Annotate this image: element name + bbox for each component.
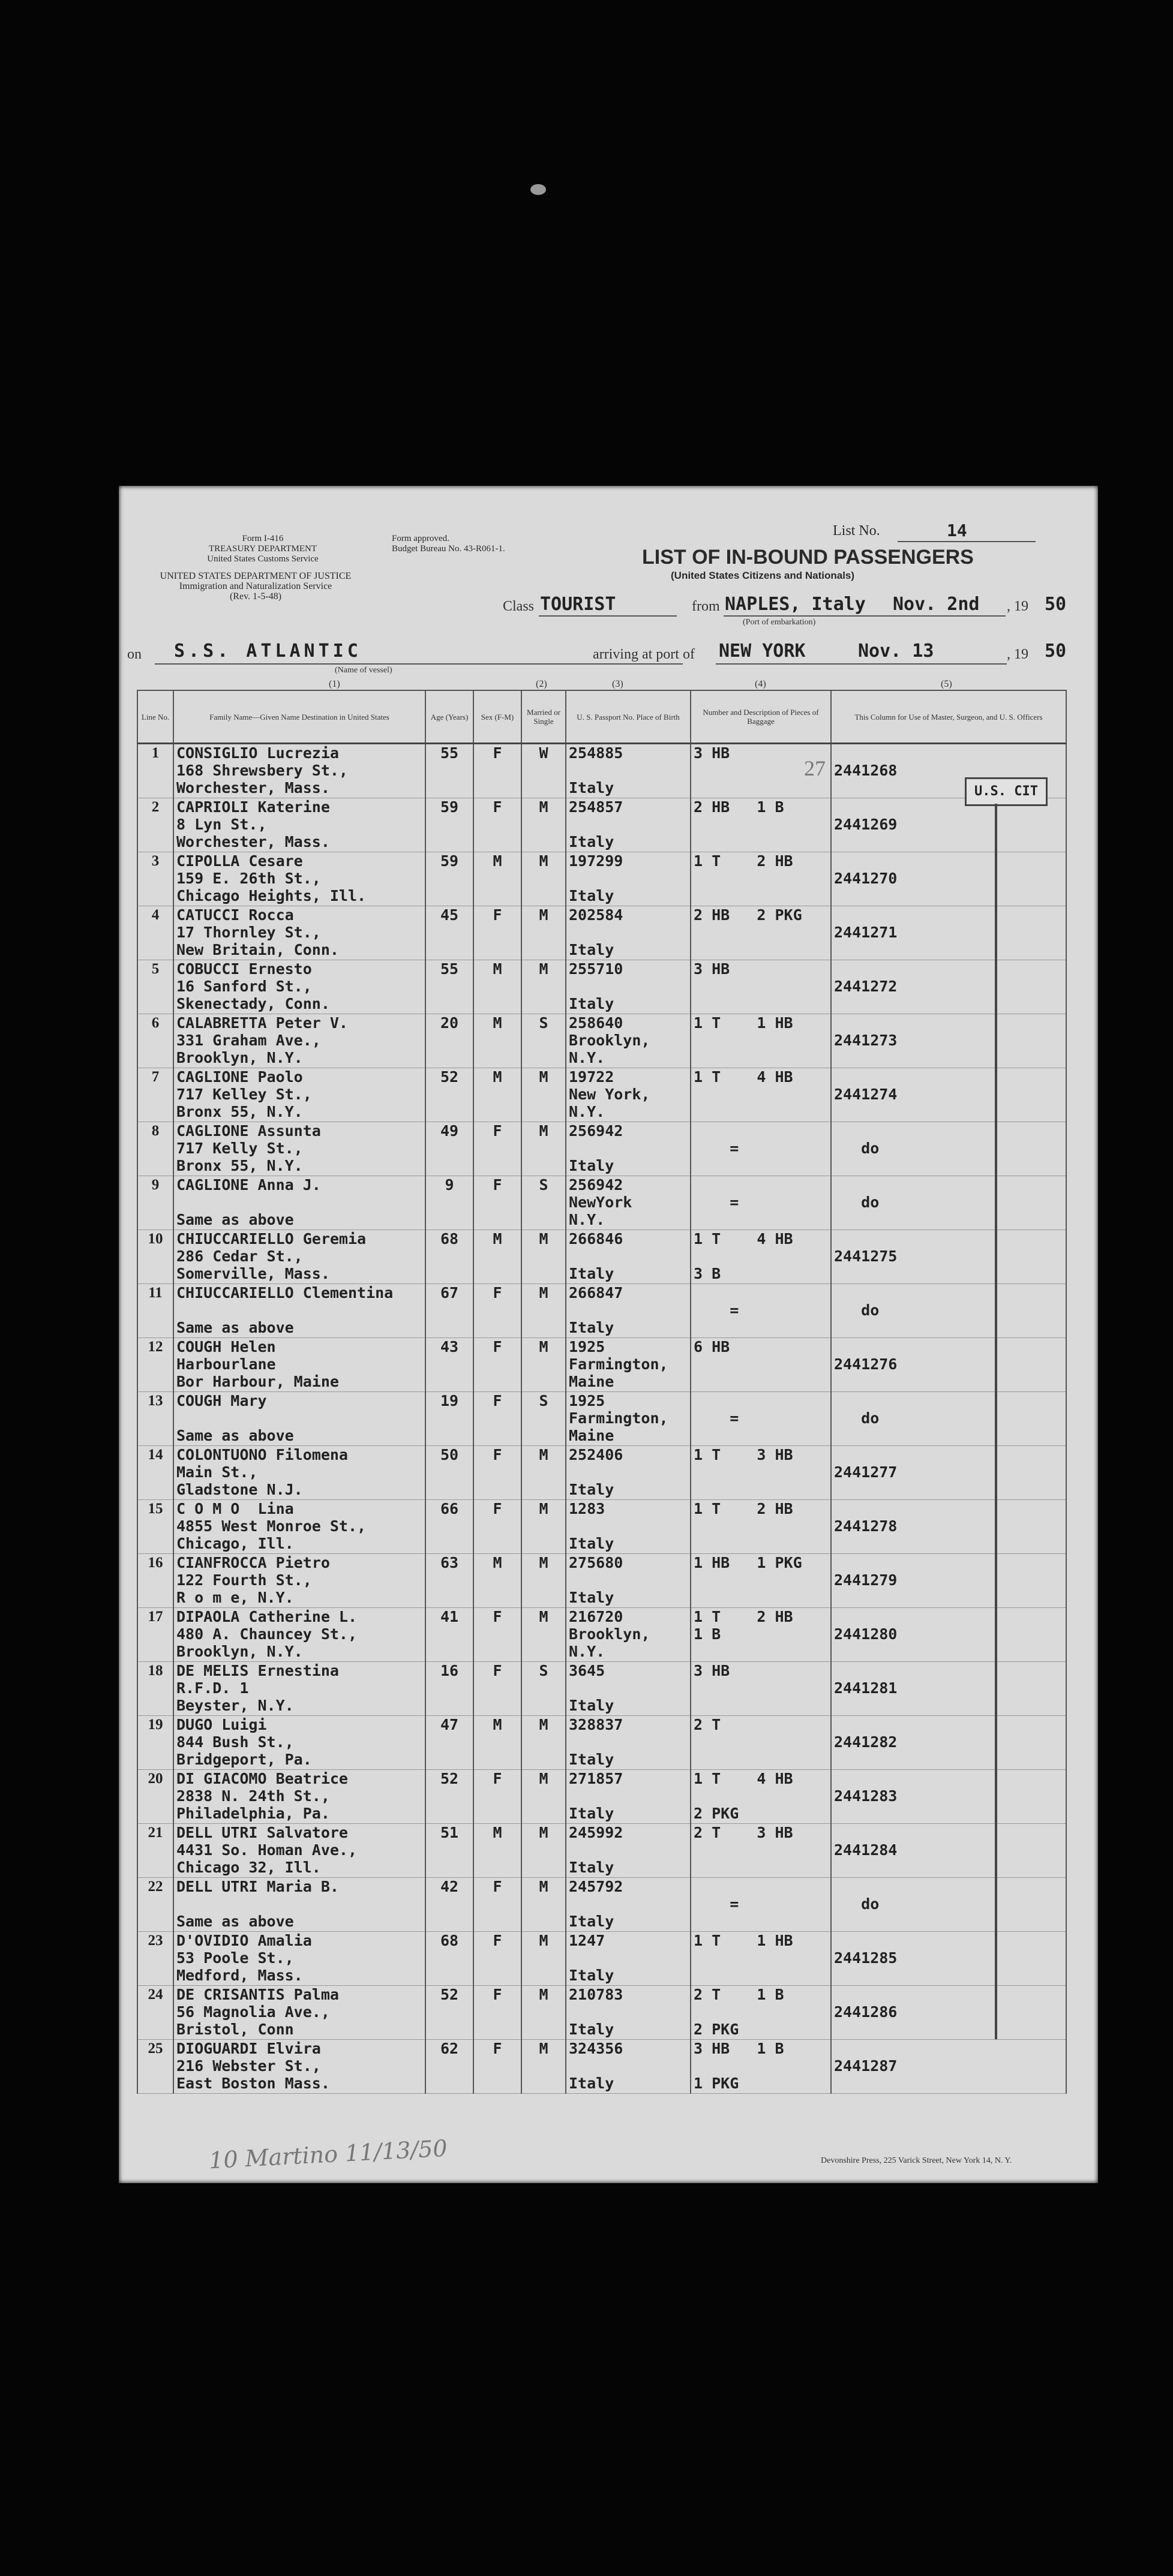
age: 67 [425,1284,473,1338]
arrival-date: Nov. 13 [858,641,934,662]
table-row [137,1176,1066,1230]
sex: F [473,2040,521,2094]
arriving-label: arriving at port of [593,647,695,662]
marital-status: M [521,2040,566,2094]
class-line [539,615,677,617]
passenger-name: CALABRETTA Peter V. 331 Graham Ave., Brooklyn, N.Y. [173,1014,425,1068]
sex: F [473,1662,521,1716]
table-header-row [137,690,1066,744]
punch-hole [52,2009,74,2032]
manifest-page [119,486,1098,2183]
col-number-4: (4) [755,679,766,689]
passenger-name: CHIUCCARIELLO Geremia 286 Cedar St., Somerville, Mass. [173,1230,425,1284]
table-row [137,1338,1066,1392]
header-sex: Sex (F-M) [473,690,521,744]
officer-notes: do [831,1284,1066,1338]
passport-birthplace: 1283 Italy [566,1500,691,1554]
passport-birthplace: 216720 Brooklyn, N.Y. [566,1608,691,1662]
marital-status: M [521,1230,566,1284]
sex: F [473,1338,521,1392]
age: 68 [425,1230,473,1284]
line-number: 3 [137,852,173,906]
sex: F [473,1392,521,1446]
passenger-name: CIPOLLA Cesare 159 E. 26th St., Chicago Heights, Ill. [173,852,425,906]
officer-notes: 2441269 [831,798,1066,852]
passenger-name: CAPRIOLI Katerine 8 Lyn St., Worchester, Mass. [173,798,425,852]
stamp-line [995,804,997,2039]
baggage: 2 T 1 B 2 PKG [691,1986,831,2040]
line-number: 23 [137,1932,173,1986]
passenger-name: C O M O Lina 4855 West Monroe St., Chicago, Ill. [173,1500,425,1554]
officer-notes: do [831,1122,1066,1176]
officer-notes: 2441273 [831,1014,1066,1068]
line-number: 21 [137,1824,173,1878]
baggage: = [691,1392,831,1446]
baggage: = [691,1284,831,1338]
passenger-name: COUGH Mary Same as above [173,1392,425,1446]
line-number: 13 [137,1392,173,1446]
ins-service: Immigration and Naturalization Service [179,581,332,591]
header-line-no: Line No. [137,690,173,744]
line-number: 9 [137,1176,173,1230]
age: 59 [425,852,473,906]
line-number: 15 [137,1500,173,1554]
officer-notes: 2441268 [831,744,1066,798]
marital-status: M [521,1878,566,1932]
marital-status: S [521,1176,566,1230]
baggage: = [691,1878,831,1932]
line-number: 11 [137,1284,173,1338]
line-number: 14 [137,1446,173,1500]
line-number: 12 [137,1338,173,1392]
age: 9 [425,1176,473,1230]
sex: M [473,1824,521,1878]
passenger-name: DUGO Luigi 844 Bush St., Bridgeport, Pa. [173,1716,425,1770]
passenger-name: CAGLIONE Paolo 717 Kelley St., Bronx 55, N.Y. [173,1068,425,1122]
table-row [137,1554,1066,1608]
age: 43 [425,1338,473,1392]
table-row [137,960,1066,1014]
line-number: 20 [137,1770,173,1824]
col-number-3: (3) [612,679,623,689]
embarkation-port: NAPLES, Italy [725,594,866,615]
table-row [137,1878,1066,1932]
film-speck [530,184,546,195]
sex: F [473,1176,521,1230]
marital-status: M [521,1716,566,1770]
passport-birthplace: 266847 Italy [566,1284,691,1338]
header-married: Married or Single [521,690,566,744]
table-row [137,852,1066,906]
manifest-title: LIST OF IN-BOUND PASSENGERS [642,546,974,569]
list-no-value: 14 [947,521,967,540]
class-label: Class [503,599,535,614]
baggage: 1 T 3 HB [691,1446,831,1500]
margin-mark: 27 [804,756,826,780]
baggage: 6 HB [691,1338,831,1392]
passenger-table [137,690,1067,2094]
officer-notes: 2441281 [831,1662,1066,1716]
passport-birthplace: 210783 Italy [566,1986,691,2040]
sex: F [473,798,521,852]
passenger-name: COUGH Helen Harbourlane Bor Harbour, Maine [173,1338,425,1392]
list-no-line [898,541,1036,542]
age: 16 [425,1662,473,1716]
passenger-name: CAGLIONE Assunta 717 Kelly St., Bronx 55, N.Y. [173,1122,425,1176]
baggage: 1 T 4 HB [691,1068,831,1122]
baggage: 3 HB 1 B 1 PKG [691,2040,831,2094]
justice-header [130,571,382,602]
officer-notes: 2441277 [831,1446,1066,1500]
vessel-note: (Name of vessel) [335,666,392,675]
marital-status: M [521,1446,566,1500]
passport-birthplace: 197299 Italy [566,852,691,906]
header-name: Family Name—Given Name Destination in United States [173,690,425,744]
manifest-subtitle: (United States Citizens and Nationals) [671,570,855,581]
sex: M [473,960,521,1014]
marital-status: M [521,1122,566,1176]
line-number: 17 [137,1608,173,1662]
age: 55 [425,744,473,798]
officer-notes: 2441275 [831,1230,1066,1284]
line-number: 4 [137,906,173,960]
passenger-name: DIPAOLA Catherine L. 480 A. Chauncey St., Brooklyn, N.Y. [173,1608,425,1662]
marital-status: M [521,1500,566,1554]
from-line [724,615,1006,617]
passport-birthplace: 19722 New York, N.Y. [566,1068,691,1122]
line-number: 22 [137,1878,173,1932]
officer-notes: 2441284 [831,1824,1066,1878]
marital-status: W [521,744,566,798]
passport-birthplace: 202584 Italy [566,906,691,960]
baggage: 1 T 2 HB 1 B [691,1608,831,1662]
punch-hole [53,2033,78,2058]
age: 20 [425,1014,473,1068]
passport-birthplace: 1247 Italy [566,1932,691,1986]
marital-status: M [521,1068,566,1122]
port-note: (Port of embarkation) [743,618,816,627]
officer-notes: 2441287 [831,2040,1066,2094]
passenger-name: CAGLIONE Anna J. Same as above [173,1176,425,1230]
marital-status: M [521,960,566,1014]
line-number: 6 [137,1014,173,1068]
age: 45 [425,906,473,960]
sex: M [473,1716,521,1770]
passenger-name: DELL UTRI Salvatore 4431 So. Homan Ave., Chicago 32, Ill. [173,1824,425,1878]
age: 55 [425,960,473,1014]
table-row [137,1500,1066,1554]
passenger-name: CONSIGLIO Lucrezia 168 Shrewsbery St., Worchester, Mass. [173,744,425,798]
passport-birthplace: 3645 Italy [566,1662,691,1716]
arrival-year-prefix: , 19 [1007,647,1028,662]
line-number: 2 [137,798,173,852]
age: 52 [425,1068,473,1122]
age: 68 [425,1932,473,1986]
sex: F [473,1986,521,2040]
officer-notes: 2441283 [831,1770,1066,1824]
justice-dept: UNITED STATES DEPARTMENT OF JUSTICE [160,571,352,581]
age: 52 [425,1986,473,2040]
budget-bureau: Budget Bureau No. 43-R061-1. [392,544,505,554]
officer-notes: do [831,1176,1066,1230]
punch-hole [53,1328,78,1354]
passenger-name: COBUCCI Ernesto 16 Sanford St., Skenectady, Conn. [173,960,425,1014]
marital-status: M [521,1824,566,1878]
age: 63 [425,1554,473,1608]
sex: F [473,1608,521,1662]
line-number: 5 [137,960,173,1014]
table-row [137,1986,1066,2040]
officer-notes: do [831,1392,1066,1446]
table-row [137,1608,1066,1662]
table-row [137,1392,1066,1446]
marital-status: M [521,1338,566,1392]
age: 66 [425,1500,473,1554]
passenger-name: COLONTUONO Filomena Main St., Gladstone N.J. [173,1446,425,1500]
passenger-name: CIANFROCCA Pietro 122 Fourth St., R o m e, N.Y. [173,1554,425,1608]
marital-status: S [521,1392,566,1446]
age: 59 [425,798,473,852]
from-label: from [692,599,720,614]
marital-status: M [521,906,566,960]
officer-notes: 2441278 [831,1500,1066,1554]
col-number-2: (2) [536,679,547,689]
passport-birthplace: 256942 NewYork N.Y. [566,1176,691,1230]
col-number-1: (1) [329,679,340,689]
marital-status: M [521,1986,566,2040]
sex: F [473,1284,521,1338]
sex: F [473,906,521,960]
baggage: 1 T 1 HB [691,1932,831,1986]
line-number: 24 [137,1986,173,2040]
line-number: 1 [137,744,173,798]
passport-birthplace: 258640 Brooklyn, N.Y. [566,1014,691,1068]
passenger-name: DI GIACOMO Beatrice 2838 N. 24th St., Philadelphia, Pa. [173,1770,425,1824]
officer-notes: 2441274 [831,1068,1066,1122]
officer-notes: 2441286 [831,1986,1066,2040]
officer-notes: do [831,1878,1066,1932]
arrival-port: NEW YORK [719,641,806,662]
sex: M [473,1230,521,1284]
header-passport: U. S. Passport No. Place of Birth [566,690,691,744]
sex: F [473,1878,521,1932]
table-row [137,906,1066,960]
table-row [137,1284,1066,1338]
passport-birthplace: 254857 Italy [566,798,691,852]
departure-date: Nov. 2nd [893,594,980,615]
punch-hole [52,624,74,647]
marital-status: M [521,852,566,906]
baggage: 3 HB [691,744,831,798]
baggage: 3 HB [691,1662,831,1716]
list-no-label: List No. [833,523,880,539]
treasury-dept: TREASURY DEPARTMENT [208,544,317,554]
passport-birthplace: 275680 Italy [566,1554,691,1608]
inspector-signature: 10 Martino 11/13/50 [208,2135,448,2174]
officer-notes: 2441279 [831,1554,1066,1608]
age: 41 [425,1608,473,1662]
sex: F [473,1122,521,1176]
marital-status: M [521,1932,566,1986]
baggage: = [691,1176,831,1230]
marital-status: M [521,798,566,852]
baggage: 1 HB 1 PKG [691,1554,831,1608]
sex: F [473,1770,521,1824]
table-row [137,1122,1066,1176]
line-number: 18 [137,1662,173,1716]
table-row [137,1446,1066,1500]
age: 62 [425,2040,473,2094]
officer-notes: 2441272 [831,960,1066,1014]
baggage: 2 T 3 HB [691,1824,831,1878]
passport-birthplace: 256942 Italy [566,1122,691,1176]
officer-notes: 2441271 [831,906,1066,960]
marital-status: S [521,1014,566,1068]
passport-birthplace: 255710 Italy [566,960,691,1014]
table-row [137,1932,1066,1986]
sex: M [473,1068,521,1122]
baggage: 1 T 4 HB 2 PKG [691,1770,831,1824]
header-baggage: Number and Description of Pieces of Baggage [691,690,831,744]
col-number-5: (5) [941,679,952,689]
form-header [197,534,329,564]
vessel-line [155,663,683,665]
line-number: 7 [137,1068,173,1122]
passport-birthplace: 324356 Italy [566,2040,691,2094]
baggage: 2 T [691,1716,831,1770]
baggage: 1 T 4 HB 3 B [691,1230,831,1284]
header-age: Age (Years) [425,690,473,744]
baggage: 2 HB 1 B [691,798,831,852]
baggage: 3 HB [691,960,831,1014]
marital-status: S [521,1662,566,1716]
line-number: 16 [137,1554,173,1608]
passenger-name: CATUCCI Rocca 17 Thornley St., New Britain, Conn. [173,906,425,960]
line-number: 10 [137,1230,173,1284]
officer-notes: 2441285 [831,1932,1066,1986]
table-row [137,1770,1066,1824]
baggage: 1 T 2 HB [691,852,831,906]
passenger-name: DE CRISANTIS Palma 56 Magnolia Ave., Bristol, Conn [173,1986,425,2040]
passenger-name: DIOGUARDI Elvira 216 Webster St., East Boston Mass. [173,2040,425,2094]
sex: F [473,1446,521,1500]
revision: (Rev. 1-5-48) [229,591,282,602]
passport-birthplace: 328837 Italy [566,1716,691,1770]
sex: M [473,852,521,906]
marital-status: M [521,1554,566,1608]
table-row [137,1014,1066,1068]
officer-notes: 2441282 [831,1716,1066,1770]
line-number: 25 [137,2040,173,2094]
table-row [137,1230,1066,1284]
passport-birthplace: 252406 Italy [566,1446,691,1500]
passenger-name: CHIUCCARIELLO Clementina Same as above [173,1284,425,1338]
passenger-name: D'OVIDIO Amalia 53 Poole St., Medford, Mass. [173,1932,425,1986]
baggage: 1 T 1 HB [691,1014,831,1068]
vessel-name: S.S. ATLANTIC [174,641,362,662]
printer-imprint: Devonshire Press, 225 Varick Street, New York 14, N. Y. [821,2156,1012,2165]
form-approved: Form approved. [392,534,449,543]
header-officers: This Column for Use of Master, Surgeon, and U. S. Officers [831,690,1066,744]
table-row [137,1716,1066,1770]
passport-birthplace: 245992 Italy [566,1824,691,1878]
passport-birthplace: 245792 Italy [566,1878,691,1932]
sex: F [473,1932,521,1986]
age: 51 [425,1824,473,1878]
arrival-line [716,663,1007,665]
officer-notes: 2441280 [831,1608,1066,1662]
age: 52 [425,1770,473,1824]
marital-status: M [521,1284,566,1338]
table-row [137,2040,1066,2094]
age: 49 [425,1122,473,1176]
passenger-name: DELL UTRI Maria B. Same as above [173,1878,425,1932]
on-label: on [127,647,142,662]
approval-note [392,534,572,554]
line-number: 8 [137,1122,173,1176]
age: 47 [425,1716,473,1770]
passport-birthplace: 254885 Italy [566,744,691,798]
table-row [137,1824,1066,1878]
customs-service: United States Customs Service [207,554,319,564]
table-row [137,798,1066,852]
form-number: Form I-416 [242,534,284,543]
baggage: 1 T 2 HB [691,1500,831,1554]
table-row [137,744,1066,798]
baggage: = [691,1122,831,1176]
age: 50 [425,1446,473,1500]
sex: M [473,1014,521,1068]
officer-notes: 2441276 [831,1338,1066,1392]
passenger-name: DE MELIS Ernestina R.F.D. 1 Beyster, N.Y. [173,1662,425,1716]
sex: F [473,1500,521,1554]
sex: F [473,744,521,798]
age: 42 [425,1878,473,1932]
us-citizen-stamp: U.S. CIT [965,777,1048,806]
punch-hole [53,2105,78,2130]
sex: M [473,1554,521,1608]
table-row [137,1068,1066,1122]
marital-status: M [521,1608,566,1662]
depart-year-prefix: , 19 [1007,599,1028,614]
passport-birthplace: 1925 Farmington, Maine [566,1338,691,1392]
passport-birthplace: 271857 Italy [566,1770,691,1824]
marital-status: M [521,1770,566,1824]
class-value: TOURIST [540,594,616,615]
line-number: 19 [137,1716,173,1770]
baggage: 2 HB 2 PKG [691,906,831,960]
passport-birthplace: 1925 Farmington, Maine [566,1392,691,1446]
age: 19 [425,1392,473,1446]
arrival-year: 50 [1045,641,1067,662]
officer-notes: 2441270 [831,852,1066,906]
departure-year: 50 [1045,594,1067,615]
table-row [137,1662,1066,1716]
passport-birthplace: 266846 Italy [566,1230,691,1284]
